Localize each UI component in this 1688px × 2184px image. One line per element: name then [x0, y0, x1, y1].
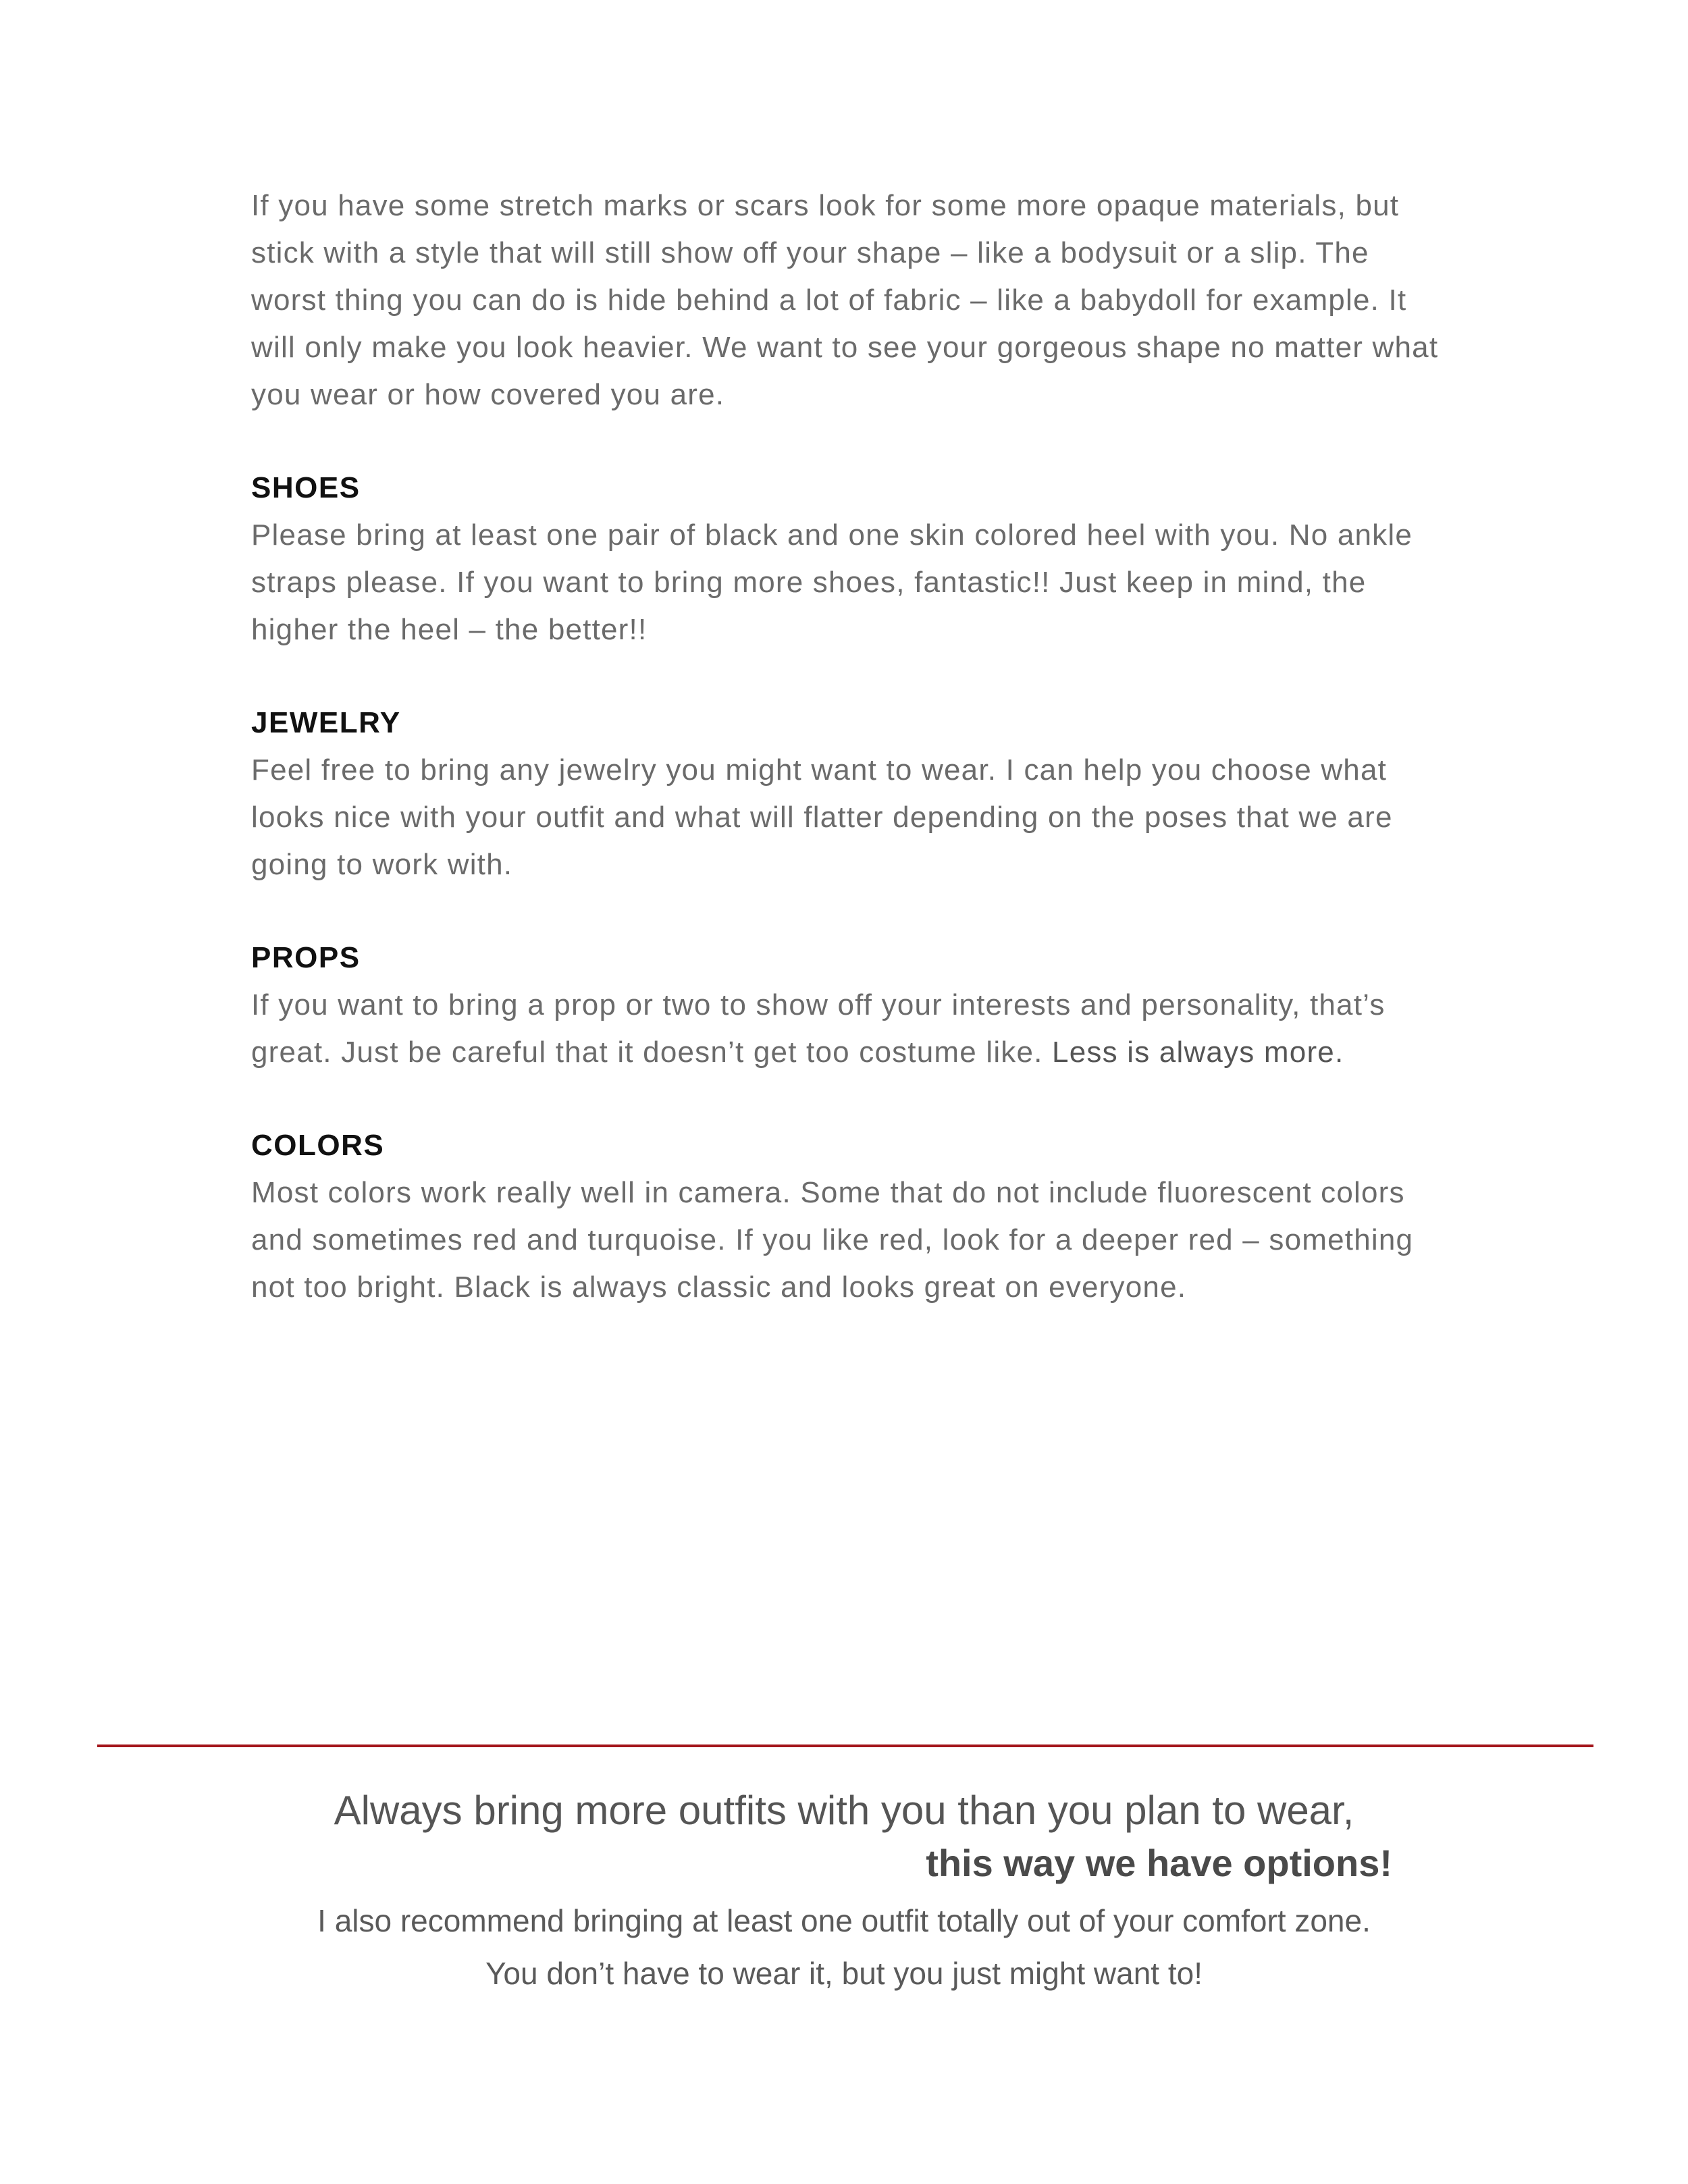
section-heading-props: PROPS	[251, 941, 361, 974]
intro-paragraph: If you have some stretch marks or scars look for some more opaque materials, but stick with a style that will still show off your shape – like a bodysuit or a slip. The worst thing you can do is hide behind a lot of fabric – like a babydoll for example. It will only make you look heavier. We want to see your gorgeous shape no matter what you wear or how covered you are.	[251, 189, 1439, 411]
section-text-colors: Most colors work really well in camera. Some that do not include fluorescent colors and sometimes red and turquoise. If you like red, look for a deeper red – something not too bright. Black is always classic and looks great on everyone.	[251, 1176, 1414, 1304]
section-text-shoes: Please bring at least one pair of black and one skin colored heel with you. No ankle straps please. If you want to bring more shoes, fantastic!! Just keep in mind, the higher the heel – the better!!	[251, 518, 1413, 646]
props-text: If you want to bring a prop or two to show off your interests and personality, that’s great. Just be careful that it doesn’t get too costume like.	[251, 988, 1386, 1069]
section-props	[251, 934, 1453, 1076]
closing-line-3: I also recommend bringing at least one outfit totally out of your comfort zone.	[317, 1903, 1371, 1938]
divider-rule	[97, 1744, 1593, 1747]
section-heading-jewelry: JEWELRY	[251, 706, 401, 739]
document-body	[251, 182, 1453, 1357]
props-emphasis: Less is always more.	[1052, 1036, 1344, 1069]
intro-block	[251, 182, 1453, 419]
section-jewelry	[251, 699, 1453, 888]
closing-line-1: Always bring more outfits with you than you plan to wear,	[334, 1788, 1354, 1833]
closing-line-2: this way we have options!	[926, 1842, 1392, 1884]
section-shoes	[251, 464, 1453, 654]
closing-line-4: You don’t have to wear it, but you just might want to!	[485, 1956, 1203, 1991]
section-colors	[251, 1122, 1453, 1311]
section-heading-shoes: SHOES	[251, 471, 361, 504]
section-heading-colors: COLORS	[251, 1129, 385, 1162]
section-text-props	[251, 982, 1453, 1076]
section-text-jewelry: Feel free to bring any jewelry you might want to wear. I can help you choose what looks nice with your outfit and what will flatter depending on the poses that we are going to work with.	[251, 753, 1393, 881]
